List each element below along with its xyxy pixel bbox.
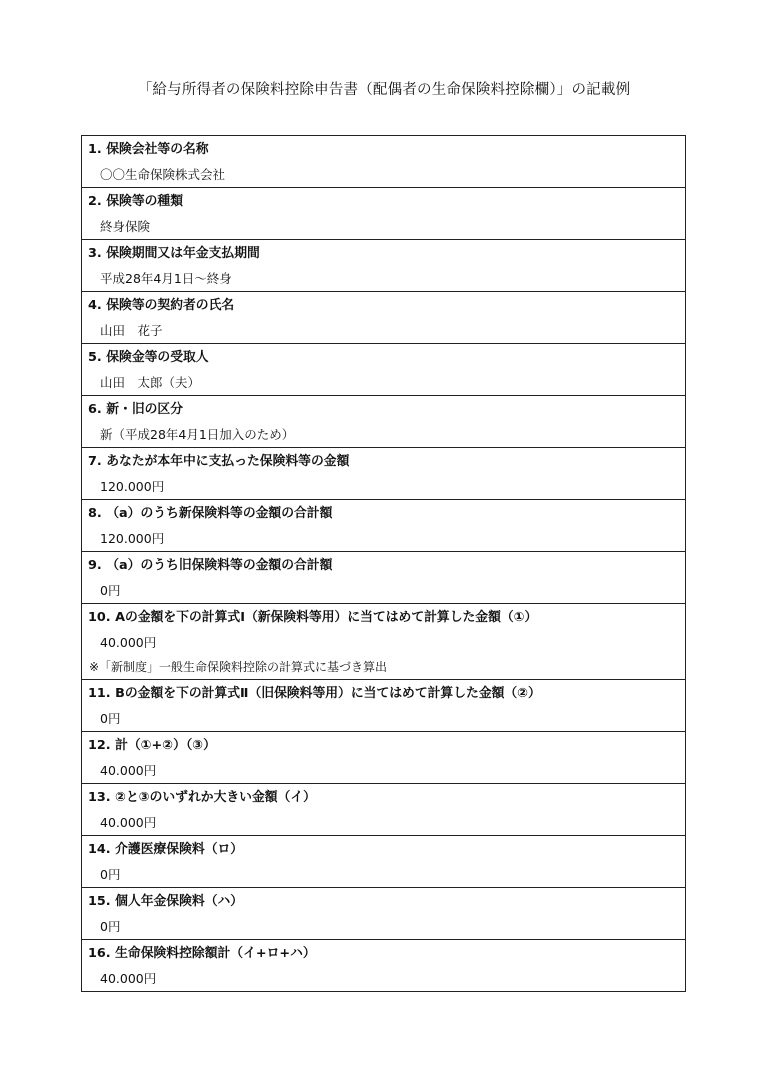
row-label: 13. ②と③のいずれか大きい金額（イ） bbox=[88, 790, 316, 805]
row-label: 4. 保険等の契約者の氏名 bbox=[88, 298, 235, 313]
table-row bbox=[82, 187, 685, 239]
table-row bbox=[82, 887, 685, 939]
table-row bbox=[82, 447, 685, 499]
row-value: 0円 bbox=[100, 583, 121, 598]
row-value: 40.000円 bbox=[100, 815, 157, 830]
table-row bbox=[82, 136, 685, 187]
row-value: 0円 bbox=[100, 867, 121, 882]
row-value: 山田 太郎（夫） bbox=[100, 375, 201, 390]
row-value: 120.000円 bbox=[100, 531, 165, 546]
row-label: 16. 生命保険料控除額計（イ+ロ+ハ） bbox=[88, 946, 316, 961]
table-row bbox=[82, 239, 685, 291]
row-label: 7. あなたが本年中に支払った保険料等の金額 bbox=[88, 454, 350, 469]
row-label: 8. （a）のうち新保険料等の金額の合計額 bbox=[88, 506, 333, 521]
row-value: 0円 bbox=[100, 919, 121, 934]
row-note: ※「新制度」一般生命保険料控除の計算式に基づき算出 bbox=[89, 660, 388, 674]
row-label: 12. 計（①+②）（③） bbox=[88, 738, 216, 753]
table-row bbox=[82, 679, 685, 731]
row-label: 9. （a）のうち旧保険料等の金額の合計額 bbox=[88, 558, 333, 573]
row-value: 〇〇生命保険株式会社 bbox=[100, 167, 226, 182]
table-row bbox=[82, 835, 685, 887]
row-value: 120.000円 bbox=[100, 479, 165, 494]
row-value: 0円 bbox=[100, 711, 121, 726]
row-label: 6. 新・旧の区分 bbox=[88, 402, 184, 417]
row-value: 平成28年4月1日～終身 bbox=[100, 271, 232, 286]
table-row bbox=[82, 395, 685, 447]
row-label: 11. Bの金額を下の計算式Ⅱ（旧保険料等用）に当てはめて計算した金額（②） bbox=[88, 686, 541, 701]
table-row bbox=[82, 499, 685, 551]
row-value: 新（平成28年4月1日加入のため） bbox=[100, 427, 295, 442]
row-value: 終身保険 bbox=[100, 219, 151, 234]
row-label: 10. Aの金額を下の計算式Ⅰ（新保険料等用）に当てはめて計算した金額（①） bbox=[88, 610, 538, 625]
row-label: 14. 介護医療保険料（ロ） bbox=[88, 842, 244, 857]
row-value: 40.000円 bbox=[100, 635, 157, 650]
table-row bbox=[82, 939, 685, 991]
row-value: 山田 花子 bbox=[100, 323, 163, 338]
row-label: 2. 保険等の種類 bbox=[88, 194, 184, 209]
row-label: 5. 保険金等の受取人 bbox=[88, 350, 209, 365]
table-row bbox=[82, 603, 685, 679]
insurance-deduction-table bbox=[81, 135, 686, 992]
row-label: 3. 保険期間又は年金支払期間 bbox=[88, 246, 260, 261]
table-row bbox=[82, 783, 685, 835]
row-value: 40.000円 bbox=[100, 971, 157, 986]
table-row bbox=[82, 291, 685, 343]
table-row bbox=[82, 731, 685, 783]
row-value: 40.000円 bbox=[100, 763, 157, 778]
table-row bbox=[82, 551, 685, 603]
row-label: 15. 個人年金保険料（ハ） bbox=[88, 894, 244, 909]
table-row bbox=[82, 343, 685, 395]
page-title: 「給与所得者の保険料控除申告書（配偶者の生命保険料控除欄）」の記載例 bbox=[137, 82, 631, 98]
row-label: 1. 保険会社等の名称 bbox=[88, 142, 209, 157]
